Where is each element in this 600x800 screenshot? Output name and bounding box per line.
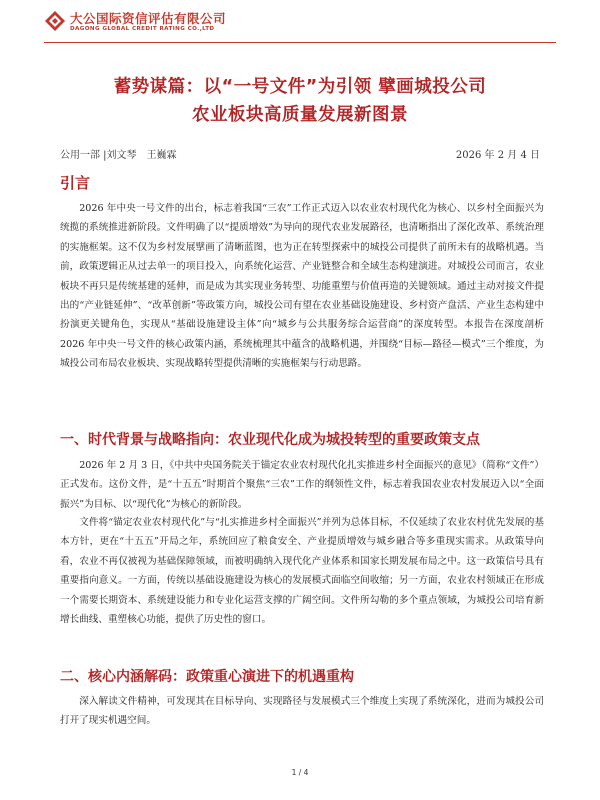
section1-paragraph-2: 文件将“锚定农业农村现代化”与“扎实推进乡村全面振兴”并列为总体目标，不仅延续了农业农村优先发展的基本方针，更在“十五五”开局之年，系统回应了粮食安全、产业提质增效与城乡融合等多重现实需求。从政策导向看，农业不再仅被视为基础保障领域，而被明确纳入现代化产业体系和国家长期发展布局之中。这一政策信号具有重要指向意义。一方面，传统以基础设施建设为核心的发展模式面临空间收缩；另一方面，农业农村领域正在形成一个需要长期资本、系统建设能力和专业化运营支撑的广阔空间。文件所勾勒的多个重点领域，为城投公司培育新增长曲线、重塑核心功能，提供了历史性的窗口。 xyxy=(60,517,544,626)
author-info: 公用一部 |刘文琴 王巍霖 xyxy=(60,150,177,161)
logo-emblem-icon xyxy=(44,10,66,32)
section1-paragraph-1: 2026 年 2 月 3 日，《中共中央国务院关于锚定农业农村现代化扎实推进乡村全面振兴的意见》（简称“文件”）正式发布。这份文件，是“十五五”时期首个聚焦“三农”工作的纲领性文件，标志着我国农业农村发展迈入以“全面振兴”为目标、以“现代化”为核心的新阶段。 xyxy=(60,460,544,510)
intro-heading: 引言 xyxy=(60,174,91,192)
page-header xyxy=(0,0,600,46)
section2-heading: 二、核心内涵解码：政策重心演进下的机遇重构 xyxy=(60,669,354,685)
document-title-line1: 蓄势谋篇：以“一号文件”为引领 擘画城投公司 xyxy=(113,77,487,97)
section1-heading: 一、时代背景与战略指向：农业现代化成为城投转型的重要政策支点 xyxy=(60,432,480,448)
header-divider xyxy=(44,42,556,43)
company-logo xyxy=(44,8,254,38)
document-meta xyxy=(60,146,540,162)
publish-date: 2026 年 2 月 4 日 xyxy=(455,150,540,161)
page-indicator: 1 / 4 xyxy=(291,768,309,777)
org-name-cn: 大公国际资信评估有限公司 xyxy=(70,11,227,26)
document-title-line2: 农业板块高质量发展新图景 xyxy=(192,105,408,125)
section2-paragraph-1: 深入解读文件精神，可发现其在目标导向、实现路径与发展模式三个维度上实现了系统深化，进而为城投公司打开了现实机遇空间。 xyxy=(60,696,544,727)
org-name-en: DAGONG GLOBAL CREDIT RATING CO.,LTD xyxy=(70,26,215,32)
intro-paragraph: 2026 年中央一号文件的出台，标志着我国“三农”工作正式迈入以农业农村现代化为核心、以乡村全面振兴为统揽的系统推进新阶段。文件明确了以“提质增效”为导向的现代农业发展路径，也清晰指出了深化改革、系统治理的实施框架。这不仅为乡村发展擘画了清晰蓝图，也为正在转型探索中的城投公司提供了前所未有的战略机遇。当前，政策逻辑正从过去单一的项目投入，向系统化运营、产业链整合和全域生态构建演进。对城投公司而言，农业板块不再只是传统基建的延伸，而是成为其实现业务转型、功能重塑与价值再造的关键领域。通过主动对接文件提出的“产业链延伸”、“改革创新”等政策方向，城投公司有望在农业基础设施建设、乡村资产盘活、产业生态构建中扮演更关键角色，实现从“基础设施建设主体”向“城乡与公共服务综合运营商”的深度转型。本报告在深度剖析 2026 年中央一号文件的核心政策内涵，系统梳理其中蕴含的战略机遇，并围绕“目标—路径—模式”三个维度，为城投公司布局农业板块、实现战略转型提供清晰的实施框架与行动思路。 xyxy=(60,203,544,370)
